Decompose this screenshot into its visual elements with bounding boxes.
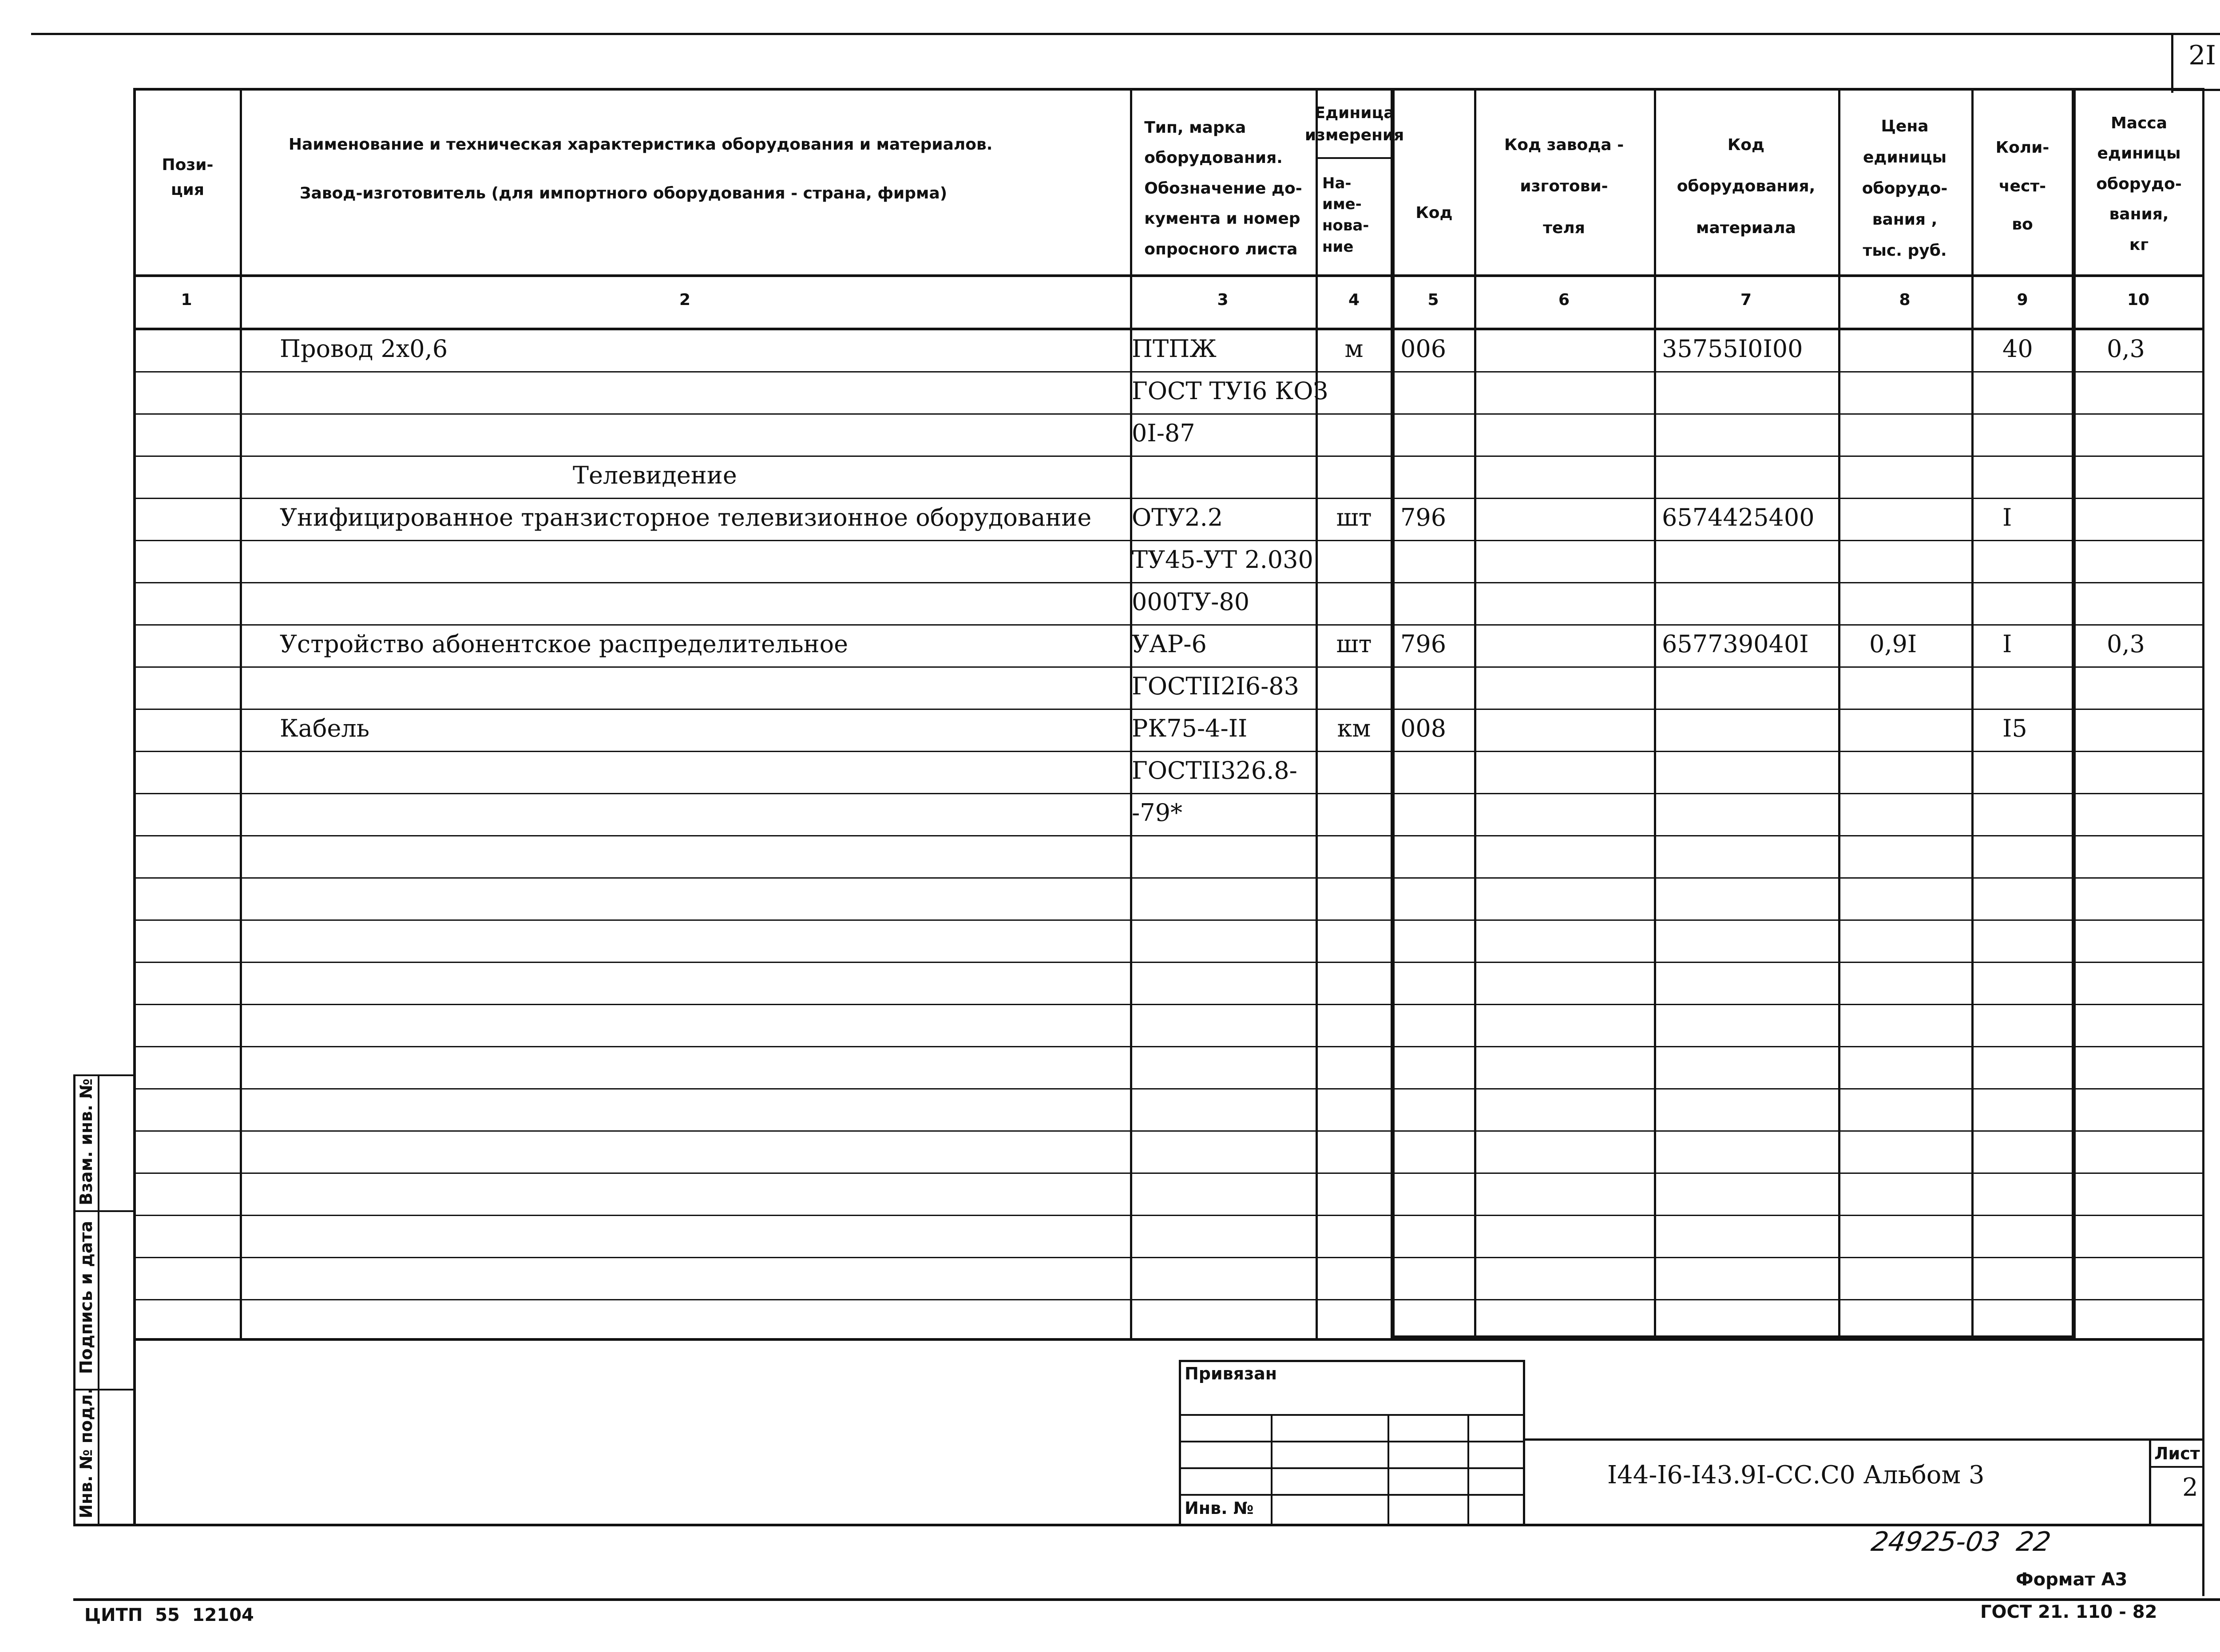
row-name: Телевидение xyxy=(573,461,737,489)
column-number: 4 xyxy=(1348,291,1360,309)
row-name: Кабель xyxy=(280,714,370,742)
column-number: 10 xyxy=(2127,291,2150,309)
document-code: I44-I6-I43.9I-СС.С0 Альбом 3 xyxy=(1607,1461,1985,1490)
heavy-box-right xyxy=(2072,89,2076,1339)
row-quantity: I xyxy=(2002,503,2012,531)
row-mass: 0,3 xyxy=(2107,630,2145,658)
row-line xyxy=(135,877,2204,879)
stamp-top xyxy=(1179,1360,1525,1362)
gost-label: ГОСТ 21. 110 - 82 xyxy=(1980,1602,2157,1622)
row-line xyxy=(135,1299,2204,1300)
column-number: 7 xyxy=(1740,291,1752,309)
corner-box-left xyxy=(2171,33,2173,93)
header-position: Пози- ция xyxy=(162,156,214,199)
handwritten-number: 24925-03 22 xyxy=(1869,1526,2053,1557)
column-number: 9 xyxy=(2017,291,2028,309)
row-line xyxy=(135,582,2204,583)
table-top-border xyxy=(133,88,2204,91)
row-line xyxy=(135,962,2204,963)
stamp-row2 xyxy=(1179,1441,1525,1442)
row-quantity: I xyxy=(2002,630,2012,658)
row-line xyxy=(135,498,2204,499)
stamp-row3 xyxy=(1179,1467,1525,1469)
row-line xyxy=(135,624,2204,626)
row-equipment-code: 35755I0I00 xyxy=(1662,335,1803,363)
row-line xyxy=(135,793,2204,794)
column-number: 5 xyxy=(1427,291,1439,309)
row-type: РК75-4-II xyxy=(1132,714,1248,742)
side-strip-left xyxy=(73,1074,75,1526)
row-quantity: 40 xyxy=(2002,335,2033,363)
sheet-corner-number: 2I xyxy=(2188,40,2216,71)
row-unit-code: 796 xyxy=(1400,630,1447,658)
header-name-line2: Завод-изготовитель (для импортного оборудования - страна, фирма) xyxy=(300,184,947,202)
row-type: ПТПЖ xyxy=(1132,335,1217,363)
column-divider-5 xyxy=(1474,89,1476,1340)
row-line xyxy=(135,413,2204,415)
row-type: ТУ45-УТ 2.030 xyxy=(1132,546,1313,574)
row-line xyxy=(135,1046,2204,1047)
header-name-line1: Наименование и техническая характеристика оборудования и материалов. xyxy=(289,135,993,154)
header-unit-code: Код xyxy=(1415,204,1453,222)
row-line xyxy=(135,1173,2204,1174)
row-line xyxy=(135,666,2204,668)
column-number: 8 xyxy=(1899,291,1911,309)
colnum-bottom-border xyxy=(133,328,2204,330)
header-unit-group: Единица измерения xyxy=(1304,103,1404,144)
header-price: Цена единицы оборудо- вания , тыс. руб. xyxy=(1862,117,1948,260)
row-unit-code: 796 xyxy=(1400,503,1447,531)
stamp-right xyxy=(1523,1360,1525,1526)
column-divider-8 xyxy=(1971,89,1974,1340)
header-mass: Масса единицы оборудо- вания, кг xyxy=(2096,114,2182,254)
column-divider-1 xyxy=(240,89,242,1340)
row-quantity: I5 xyxy=(2002,714,2027,742)
row-line xyxy=(135,456,2204,457)
stamp-left xyxy=(1179,1360,1181,1526)
footer-line xyxy=(73,1598,2220,1601)
row-type: ГОСТII326.8- xyxy=(1132,757,1297,784)
header-quantity: Коли- чест- во xyxy=(1995,139,2050,234)
row-line xyxy=(135,835,2204,836)
heavy-box-left xyxy=(1391,89,1395,1339)
row-line xyxy=(135,540,2204,541)
side-label-podpis: Подпись и дата xyxy=(76,1220,96,1374)
column-number: 3 xyxy=(1217,291,1229,309)
stamp-col1 xyxy=(1271,1414,1273,1525)
column-number: 6 xyxy=(1558,291,1570,309)
row-line xyxy=(135,1130,2204,1132)
heavy-box-bottom xyxy=(1391,1335,2076,1340)
row-unit: шт xyxy=(1336,503,1372,531)
row-type: ГОСТ ТУI6 КОЗ xyxy=(1132,377,1328,405)
side-label-inv: Инв. № подл. xyxy=(76,1387,96,1518)
header-factory-code: Код завода - изготови- теля xyxy=(1504,135,1624,237)
row-line xyxy=(135,1088,2204,1089)
stamp-row1 xyxy=(1179,1414,1525,1416)
row-line xyxy=(135,1004,2204,1005)
side-strip-right xyxy=(98,1074,99,1526)
column-number: 1 xyxy=(181,291,192,309)
side-label-vzam: Взам. инв. № xyxy=(76,1078,96,1205)
row-mass: 0,3 xyxy=(2107,335,2145,363)
list-cell-divider xyxy=(2149,1466,2204,1468)
stamp-privyazan: Привязан xyxy=(1185,1364,1277,1383)
row-unit-code: 008 xyxy=(1400,714,1447,742)
column-divider-6 xyxy=(1654,89,1656,1340)
row-name: Устройство абонентское распределительное xyxy=(280,630,848,658)
row-equipment-code: 657739040I xyxy=(1662,630,1809,658)
list-number: 2 xyxy=(2182,1473,2198,1502)
row-line xyxy=(135,709,2204,710)
column-divider-3 xyxy=(1316,89,1318,1340)
top-line xyxy=(31,33,2220,35)
printer-label: ЦИТП 55 12104 xyxy=(84,1605,254,1625)
row-name: Унифицированное транзисторное телевизионное оборудование xyxy=(280,503,1092,531)
row-unit: м xyxy=(1344,335,1364,363)
header-bottom-border xyxy=(133,274,2204,277)
stamp-col2 xyxy=(1388,1414,1389,1525)
stamp-inv-no: Инв. № xyxy=(1185,1498,1254,1518)
row-type: 000ТУ-80 xyxy=(1132,588,1250,616)
row-unit: шт xyxy=(1336,630,1372,658)
header-type: Тип, марка оборудования. Обозначение до- кумента и номер опросного листа xyxy=(1144,119,1302,258)
row-type: ГОСТII2I6-83 xyxy=(1132,672,1300,700)
stamp-row4 xyxy=(1179,1494,1525,1496)
side-strip-div1 xyxy=(73,1210,135,1212)
row-name: Провод 2х0,6 xyxy=(280,335,448,363)
stamp-col3 xyxy=(1467,1414,1469,1525)
format-label: Формат А3 xyxy=(2016,1569,2128,1590)
list-cell-left xyxy=(2149,1438,2151,1525)
row-type: ОТУ2.2 xyxy=(1132,503,1223,531)
row-type: -79* xyxy=(1132,799,1182,827)
row-line xyxy=(135,1257,2204,1258)
unit-group-divider xyxy=(1316,157,1393,159)
row-line xyxy=(135,919,2204,921)
row-unit: км xyxy=(1337,714,1371,742)
row-unit-code: 006 xyxy=(1400,335,1447,363)
row-price: 0,9I xyxy=(1869,630,1917,658)
row-type: 0I-87 xyxy=(1132,419,1195,447)
side-strip-top xyxy=(73,1074,135,1076)
header-equipment-code: Код оборудования, материала xyxy=(1677,135,1816,237)
row-line xyxy=(135,1215,2204,1216)
header-unit-name: На- име- нова- ние xyxy=(1322,174,1369,256)
right-border xyxy=(2202,89,2204,1596)
row-line xyxy=(135,371,2204,372)
row-equipment-code: 6574425400 xyxy=(1662,503,1815,531)
column-divider-7 xyxy=(1838,89,1840,1340)
row-line xyxy=(135,751,2204,752)
list-label: Лист xyxy=(2154,1444,2200,1463)
row-type: УАР-6 xyxy=(1132,630,1207,658)
column-number: 2 xyxy=(679,291,691,309)
title-block-top xyxy=(1523,1438,2204,1441)
